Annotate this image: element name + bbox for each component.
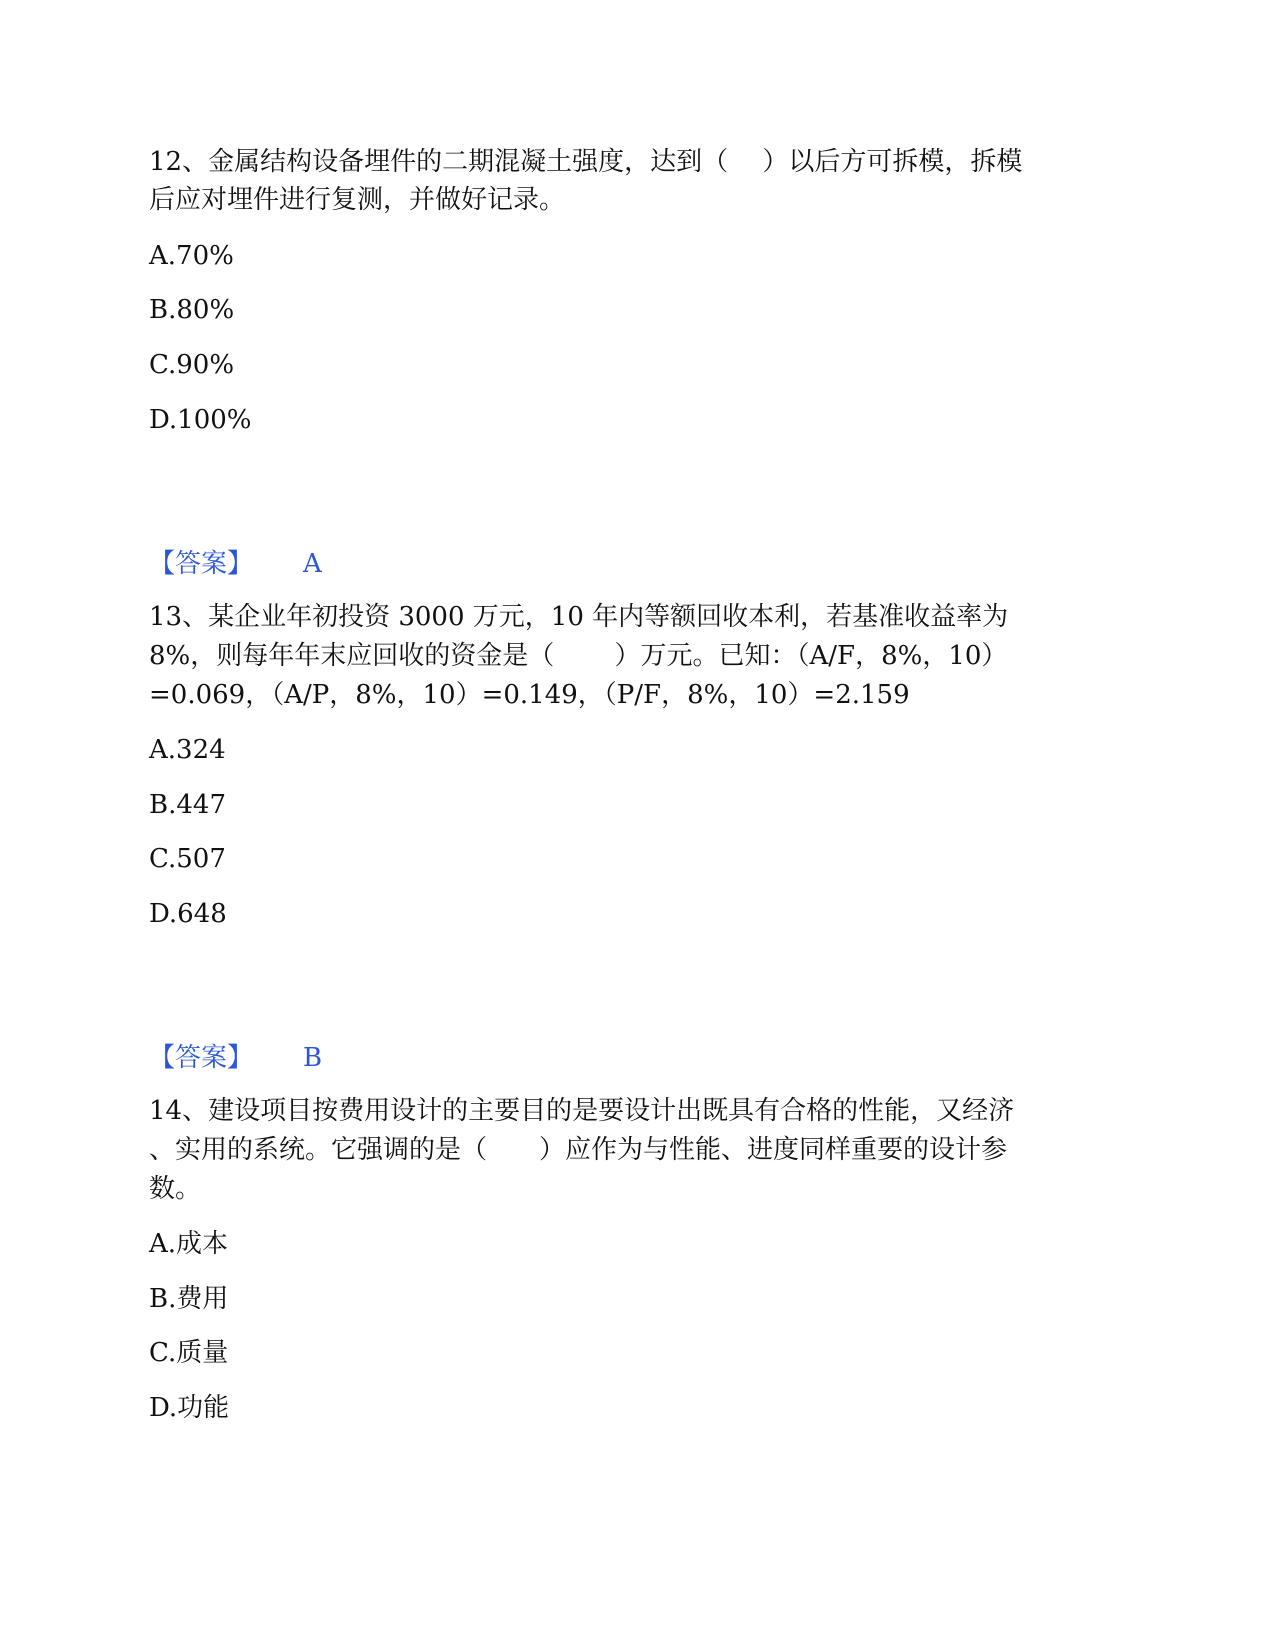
question-14-option-c: C.质量 [149, 1338, 229, 1368]
question-13-option-a: A.324 [149, 735, 226, 765]
question-12-option-d: D.100% [149, 405, 252, 435]
answer-value: B [303, 1043, 323, 1073]
question-13-option-d: D.648 [149, 899, 227, 929]
question-14-option-a: A.成本 [149, 1229, 229, 1259]
question-13-option-c: C.507 [149, 844, 226, 874]
question-14-stem-line-2: 、实用的系统。它强调的是（ ）应作为与性能、进度同样重要的设计参 [149, 1135, 1008, 1165]
question-13-stem-line-2: 8%，则每年年末应回收的资金是（ ）万元。已知：（A/F，8%，10） [149, 641, 1008, 671]
question-12-option-a: A.70% [149, 241, 234, 271]
question-13-stem-line-1: 13、某企业年初投资 3000 万元，10 年内等额回收本利，若基准收益率为 [149, 602, 1009, 632]
answer-label: 【答案】 [149, 549, 254, 579]
question-13-stem-line-3: =0.069，（A/P，8%，10）=0.149，（P/F，8%，10）=2.159 [149, 680, 910, 710]
answer-value: A [303, 549, 322, 579]
answer-12 [149, 546, 322, 582]
question-14-stem-line-1: 14、建设项目按费用设计的主要目的是要设计出既具有合格的性能，又经济 [149, 1096, 1015, 1126]
question-14-option-b: B.费用 [149, 1284, 229, 1314]
question-12-stem-line-1: 12、金属结构设备埋件的二期混凝土强度，达到（ ）以后方可拆模，拆模 [149, 147, 1023, 177]
answer-label: 【答案】 [149, 1043, 254, 1073]
question-12-stem-line-2: 后应对埋件进行复测，并做好记录。 [149, 185, 566, 215]
question-14-option-d: D.功能 [149, 1393, 230, 1423]
question-13-option-b: B.447 [149, 790, 226, 820]
question-12-option-b: B.80% [149, 295, 235, 325]
question-14-stem-line-3: 数。 [149, 1174, 202, 1204]
answer-13 [149, 1040, 322, 1076]
question-12-option-c: C.90% [149, 350, 235, 380]
